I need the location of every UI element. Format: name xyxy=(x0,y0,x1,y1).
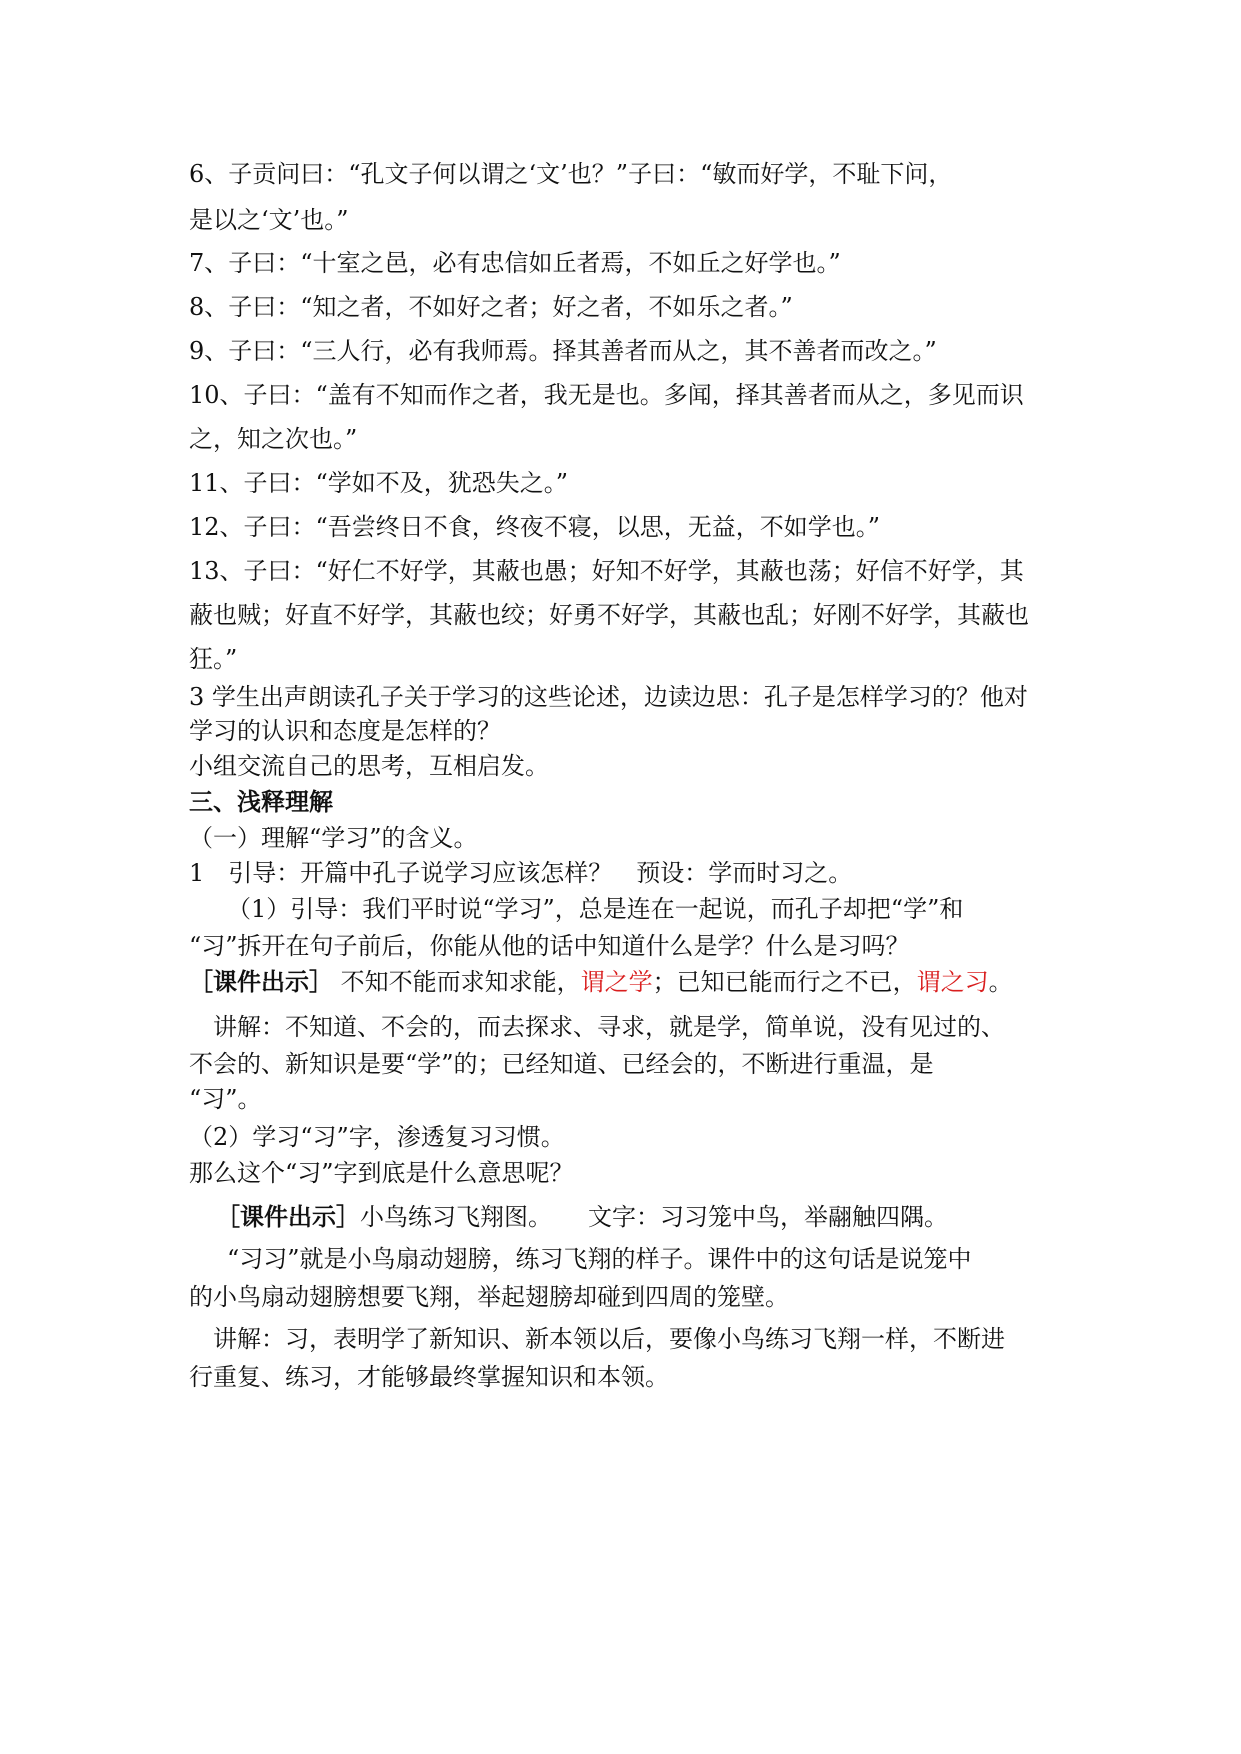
courseware-display-1: ［课件出示］ 不知不能而求知求能，谓之学；已知已能而行之不已，谓之习。 xyxy=(189,968,1013,996)
analects-10-line2: 之，知之次也。” xyxy=(189,425,358,453)
section-heading-3: 三、浅释理解 xyxy=(189,788,333,816)
courseware-display-2: ［课件出示］小鸟练习飞翔图。 文字：习习笼中鸟，举翮触四隅。 xyxy=(216,1203,948,1231)
step3-line1: 3 学生出声朗读孔子关于学习的这些论述，边读边思：孔子是怎样学习的？他对 xyxy=(189,683,1028,711)
step3-line2: 学习的认识和态度是怎样的？ xyxy=(189,717,501,745)
courseware-tag: ［课件出示］ xyxy=(189,968,333,996)
explanation-1-line1: 讲解：不知道、不会的，而去探求、寻求，就是学，简单说，没有见过的、 xyxy=(213,1013,1005,1041)
guide-1-2: （2）学习“习”字，渗透复习习惯。 xyxy=(189,1123,565,1151)
subsection-1-title: （一）理解“学习”的含义。 xyxy=(189,824,478,852)
analects-6-line1: 6、子贡问曰：“孔文子何以谓之‘文’也？”子曰：“敏而好学，不耻下问， xyxy=(189,160,953,188)
guide-1-1-line2: “习”拆开在句子前后，你能从他的话中知道什么是学？什么是习吗？ xyxy=(189,932,910,960)
analects-6-line2: 是以之‘文’也。” xyxy=(189,206,349,234)
explanation-2-line1: 讲解：习，表明学了新知识、新本领以后，要像小鸟练习飞翔一样，不断进 xyxy=(213,1325,1005,1353)
explanation-1-line3: “习”。 xyxy=(189,1085,262,1113)
explanation-1-line2: 不会的、新知识是要“学”的；已经知道、已经会的，不断进行重温，是 xyxy=(189,1050,934,1078)
highlight-xue: 谓之学 xyxy=(580,968,653,996)
highlight-xi: 谓之习 xyxy=(916,968,989,996)
analects-8: 8、子曰：“知之者，不如好之者；好之者，不如乐之者。” xyxy=(189,293,793,321)
analects-11: 11、子曰：“学如不及，犹恐失之。” xyxy=(189,469,569,497)
analects-13-line2: 蔽也贼；好直不好学，其蔽也绞；好勇不好学，其蔽也乱；好刚不好学，其蔽也 xyxy=(189,601,1029,629)
analects-13-line1: 13、子曰：“好仁不好学，其蔽也愚；好知不好学，其蔽也荡；好信不好学，其 xyxy=(189,557,1024,585)
analects-10-line1: 10、子曰：“盖有不知而作之者，我无是也。多闻，择其善者而从之，多见而识 xyxy=(189,381,1024,409)
xixi-explanation-line2: 的小鸟扇动翅膀想要飞翔，举起翅膀却碰到四周的笼壁。 xyxy=(189,1283,789,1311)
analects-12: 12、子曰：“吾尝终日不食，终夜不寝，以思，无益，不如学也。” xyxy=(189,513,881,541)
guide-1: 1 引导：开篇中孔子说学习应该怎样？ 预设：学而时习之。 xyxy=(189,859,853,887)
group-discussion: 小组交流自己的思考，互相启发。 xyxy=(189,752,549,780)
analects-13-line3: 狂。” xyxy=(189,645,238,673)
analects-9: 9、子曰：“三人行，必有我师焉。择其善者而从之，其不善者而改之。” xyxy=(189,337,937,365)
xixi-explanation-line1: “习习”就是小鸟扇动翅膀，练习飞翔的样子。课件中的这句话是说笼中 xyxy=(227,1245,972,1273)
question-xi-meaning: 那么这个“习”字到底是什么意思呢？ xyxy=(189,1159,574,1187)
courseware-tag: ［课件出示］ xyxy=(216,1203,360,1231)
explanation-2-line2: 行重复、练习，才能够最终掌握知识和本领。 xyxy=(189,1363,669,1391)
analects-7: 7、子曰：“十室之邑，必有忠信如丘者焉，不如丘之好学也。” xyxy=(189,249,841,277)
guide-1-1-line1: （1）引导：我们平时说“学习”，总是连在一起说，而孔子却把“学”和 xyxy=(227,895,964,923)
document-page xyxy=(189,150,1069,1395)
